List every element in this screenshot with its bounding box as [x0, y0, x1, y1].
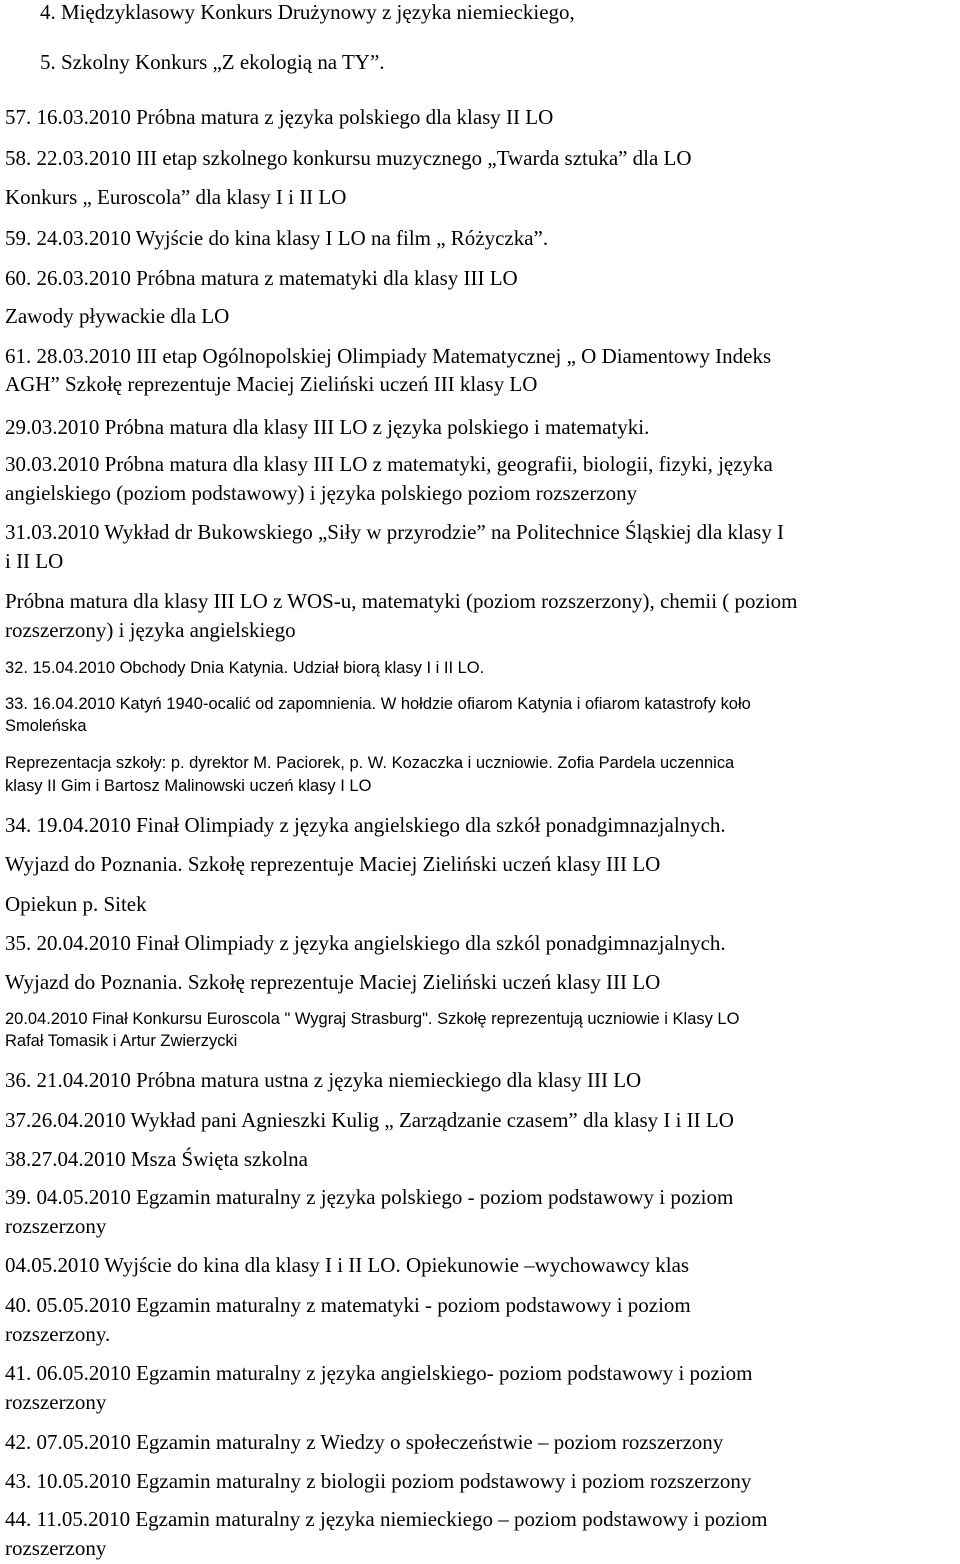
text-line: 60. 26.03.2010 Próbna matura z matematyki dla klasy III LO	[5, 266, 518, 290]
text-line: 37.26.04.2010 Wykład pani Agnieszki Kulig „ Zarządzanie czasem” dla klasy I i II LO	[5, 1108, 734, 1132]
text-line: Konkurs „ Euroscola” dla klasy I i II LO	[5, 185, 347, 209]
text-line: 57. 16.03.2010 Próbna matura z języka polskiego dla klasy II LO	[5, 105, 554, 129]
text-line: Zawody pływackie dla LO	[5, 304, 230, 328]
text-line: AGH” Szkołę reprezentuje Maciej Zieliński uczeń III klasy LO	[5, 372, 538, 396]
text-line: 31.03.2010 Wykład dr Bukowskiego „Siły w przyrodzie” na Politechnice Śląskiej dla klasy I	[5, 520, 785, 544]
text-line: 33. 16.04.2010 Katyń 1940-ocalić od zapomnienia. W hołdzie ofiarom Katynia i ofiarom katastrofy koło	[5, 695, 751, 713]
text-line: Próbna matura dla klasy III LO z WOS-u, matematyki (poziom rozszerzony), chemii ( poziom	[5, 589, 798, 613]
text-line: 32. 15.04.2010 Obchody Dnia Katynia. Udział biorą klasy I i II LO.	[5, 659, 485, 677]
text-line: 38.27.04.2010 Msza Święta szkolna	[5, 1147, 308, 1171]
text-line: i II LO	[5, 549, 64, 573]
text-line: Opiekun p. Sitek	[5, 892, 147, 916]
text-line: 61. 28.03.2010 III etap Ogólnopolskiej Olimpiady Matematycznej „ O Diamentowy Indeks	[5, 344, 772, 368]
text-line: 43. 10.05.2010 Egzamin maturalny z biologii poziom podstawowy i poziom rozszerzony	[5, 1469, 752, 1493]
text-line: angielskiego (poziom podstawowy) i języka polskiego poziom rozszerzony	[5, 481, 638, 505]
text-line: 36. 21.04.2010 Próbna matura ustna z języka niemieckiego dla klasy III LO	[5, 1068, 642, 1092]
text-line: 04.05.2010 Wyjście do kina dla klasy I i II LO. Opiekunowie –wychowawcy klas	[5, 1253, 690, 1277]
text-line: Reprezentacja szkoły: p. dyrektor M. Paciorek, p. W. Kozaczka i uczniowie. Zofia Pardela uczennica	[5, 754, 735, 772]
text-line: Rafał Tomasik i Artur Zwierzycki	[5, 1032, 238, 1050]
text-line: 59. 24.03.2010 Wyjście do kina klasy I LO na film „ Różyczka”.	[5, 226, 549, 250]
text-line: Wyjazd do Poznania. Szkołę reprezentuje Maciej Zieliński uczeń klasy III LO	[5, 970, 661, 994]
text-line: 20.04.2010 Finał Konkursu Euroscola " Wygraj Strasburg". Szkołę reprezentują uczniowie i Klasy LO	[5, 1010, 740, 1028]
text-line: 35. 20.04.2010 Finał Olimpiady z języka angielskiego dla szkól ponadgimnazjalnych.	[5, 931, 726, 955]
text-line: Smoleńska	[5, 717, 87, 735]
text-line: 58. 22.03.2010 III etap szkolnego konkursu muzycznego „Twarda sztuka” dla LO	[5, 146, 692, 170]
text-line: rozszerzony	[5, 1536, 107, 1560]
text-line: rozszerzony	[5, 1214, 107, 1238]
text-line: 44. 11.05.2010 Egzamin maturalny z języka niemieckiego – poziom podstawowy i poziom	[5, 1507, 768, 1531]
text-line: 29.03.2010 Próbna matura dla klasy III LO z języka polskiego i matematyki.	[5, 415, 650, 439]
text-line: rozszerzony	[5, 1390, 107, 1414]
text-line: 39. 04.05.2010 Egzamin maturalny z języka polskiego - poziom podstawowy i poziom	[5, 1185, 734, 1209]
text-line: 42. 07.05.2010 Egzamin maturalny z Wiedzy o społeczeństwie – poziom rozszerzony	[5, 1430, 724, 1454]
text-line: 34. 19.04.2010 Finał Olimpiady z języka angielskiego dla szkół ponadgimnazjalnych.	[5, 813, 726, 837]
text-line: 30.03.2010 Próbna matura dla klasy III LO z matematyki, geografii, biologii, fizyki, języka	[5, 452, 773, 476]
text-line: 4. Międzyklasowy Konkurs Drużynowy z języka niemieckiego,	[40, 0, 575, 24]
text-line: rozszerzony.	[5, 1322, 111, 1346]
text-line: Wyjazd do Poznania. Szkołę reprezentuje Maciej Zieliński uczeń klasy III LO	[5, 852, 661, 876]
text-line: 40. 05.05.2010 Egzamin maturalny z matematyki - poziom podstawowy i poziom	[5, 1293, 691, 1317]
text-line: klasy II Gim i Bartosz Malinowski uczeń klasy I LO	[5, 777, 372, 795]
text-line: 41. 06.05.2010 Egzamin maturalny z języka angielskiego- poziom podstawowy i poziom	[5, 1361, 753, 1385]
text-line: 5. Szkolny Konkurs „Z ekologią na TY”.	[40, 50, 385, 74]
text-line: rozszerzony) i języka angielskiego	[5, 618, 296, 642]
